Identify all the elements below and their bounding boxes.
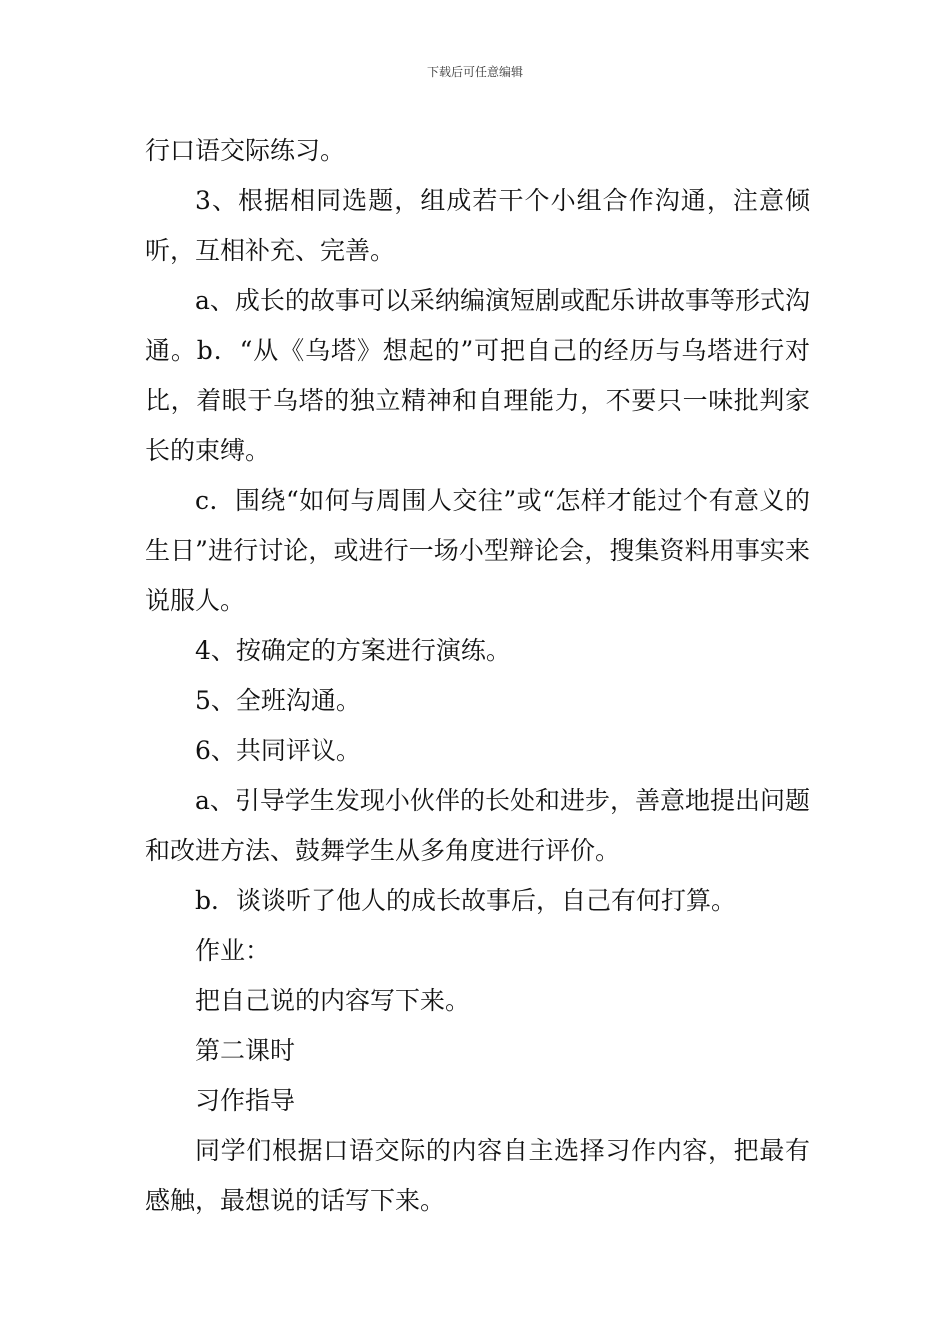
paragraph-writing-guidance: 习作指导 (195, 1086, 296, 1115)
page-header: 下载后可任意编辑 (426, 65, 523, 79)
paragraph-step-6-a: a、引导学生发现小伙伴的长处和进步，善意地提出问题和改进方法、鼓舞学生从多角度进行评价。 (145, 786, 810, 865)
document-body (145, 126, 810, 1226)
paragraph-step-3-a-b: a、成长的故事可以采纳编演短剧或配乐讲故事等形式沟通。b．“从《乌塔》想起的”可把自己的经历与乌塔进行对比，着眼于乌塔的独立精神和自理能力，不要只一味批判家长的束缚。 (145, 286, 810, 465)
paragraph-second-lesson: 第二课时 (195, 1036, 296, 1065)
paragraph-step-6-b: b．谈谈听了他人的成长故事后，自己有何打算。 (195, 886, 737, 915)
paragraph-writing-instruction: 同学们根据口语交际的内容自主选择习作内容，把最有感触，最想说的话写下来。 (145, 1136, 810, 1215)
paragraph-homework-heading: 作业： (195, 936, 271, 965)
paragraph-step-6: 6、共同评议。 (195, 736, 361, 765)
paragraph-continuation: 行口语交际练习。 (145, 136, 346, 165)
paragraph-step-3-c: c．围绕“如何与周围人交往”或“怎样才能过个有意义的生日”进行讨论，或进行一场小型辩论会，搜集资料用事实来说服人。 (145, 486, 810, 615)
paragraph-step-4: 4、按确定的方案进行演练。 (195, 636, 511, 665)
paragraph-step-5: 5、全班沟通。 (195, 686, 361, 715)
paragraph-step-3: 3、根据相同选题，组成若干个小组合作沟通，注意倾听，互相补充、完善。 (145, 186, 810, 265)
paragraph-homework: 把自己说的内容写下来。 (195, 986, 471, 1015)
